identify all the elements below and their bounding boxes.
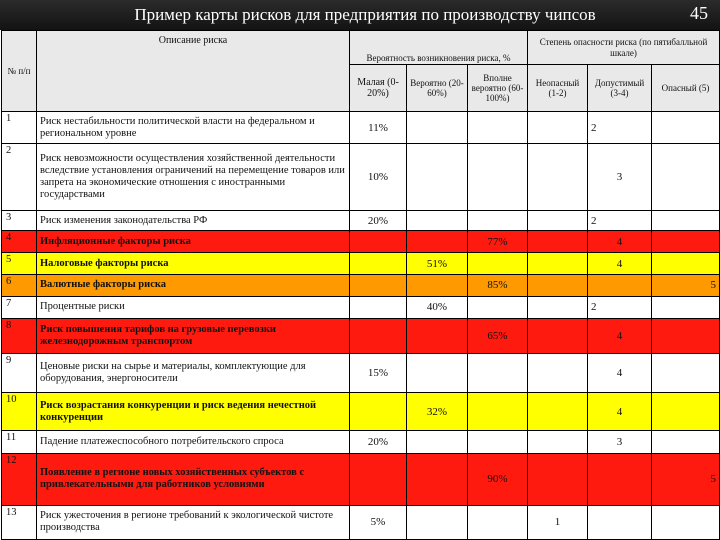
probability-value: 77% [468,231,528,253]
danger-value: 3 [588,430,652,453]
danger-value: 4 [588,318,652,353]
row-number: 2 [2,144,37,210]
probability-value: 32% [407,393,468,430]
header-danger-acceptable: Допустимый (3-4) [588,65,652,112]
row-number: 9 [2,353,37,392]
row-number: 10 [2,393,37,430]
row-description: Ценовые риски на сырье и материалы, комплектующие для оборудования, энергоносители [37,353,350,392]
danger-value: 4 [588,253,652,275]
danger-value: 5 [652,275,720,297]
row-description: Риск нестабильности политической власти на федеральном и региональном уровне [37,112,350,144]
probability-value: 90% [468,453,528,505]
row-description: Налоговые факторы риска [37,253,350,275]
danger-value: 4 [588,231,652,253]
row-number: 8 [2,318,37,353]
row-description: Риск ужесточения в регионе требований к экологической чистоте производства [37,505,350,539]
row-description: Риск невозможности осуществления хозяйственной деятельности вследствие установления ограничений на перемещение товаров или запрета на экономические отношения с иностранными государствами [37,144,350,210]
header-prob-high: Вполне вероятно (60-100%) [468,65,528,112]
row-number: 1 [2,112,37,144]
slide-title: Пример карты рисков для предприятия по производству чипсов [134,5,596,24]
row-description: Падение платежеспособного потребительского спроса [37,430,350,453]
header-danger-safe: Неопасный (1-2) [528,65,588,112]
table-row [2,231,720,253]
danger-value: 1 [528,505,588,539]
header-danger-dangerous: Опасный (5) [652,65,720,112]
table-row [2,144,720,210]
header-number: № п/п [2,31,37,112]
table-row [2,393,720,430]
row-description: Риск повышения тарифов на грузовые перевозки железнодорожным транспортом [37,318,350,353]
table-row [2,210,720,231]
row-description: Инфляционные факторы риска [37,231,350,253]
table-row [2,453,720,505]
table-row [2,353,720,392]
table-row [2,430,720,453]
table-row [2,275,720,297]
table-row [2,253,720,275]
probability-value: 85% [468,275,528,297]
header-probability: Вероятность возникновения риска, % [350,31,528,65]
danger-value: 5 [652,453,720,505]
probability-value: 15% [350,353,407,392]
table-row [2,318,720,353]
page-number: 45 [690,3,708,23]
danger-value: 2 [588,112,652,144]
probability-value: 20% [350,430,407,453]
probability-value: 20% [350,210,407,231]
risk-map-table [1,30,720,540]
danger-value: 2 [588,210,652,231]
row-number: 12 [2,453,37,505]
probability-value: 51% [407,253,468,275]
row-number: 7 [2,296,37,318]
slide-header [0,0,720,30]
row-number: 5 [2,253,37,275]
danger-value: 3 [588,144,652,210]
header-danger: Степень опасности риска (по пятибалльной шкале) [528,31,720,65]
header-prob-low: Малая (0-20%) [350,65,407,112]
danger-value: 4 [588,393,652,430]
probability-value: 5% [350,505,407,539]
probability-value: 65% [468,318,528,353]
row-description: Валютные факторы риска [37,275,350,297]
table-row [2,505,720,539]
row-description: Риск возрастания конкуренции и риск ведения нечестной конкуренции [37,393,350,430]
header-prob-mid: Вероятно (20-60%) [407,65,468,112]
row-number: 11 [2,430,37,453]
row-description: Процентные риски [37,296,350,318]
row-description: Появление в регионе новых хозяйственных субъектов с привлекательными для работников условиями [37,453,350,505]
row-description: Риск изменения законодательства РФ [37,210,350,231]
row-number: 3 [2,210,37,231]
row-number: 4 [2,231,37,253]
probability-value: 11% [350,112,407,144]
row-number: 6 [2,275,37,297]
danger-value: 4 [588,353,652,392]
danger-value: 2 [588,296,652,318]
table-row [2,296,720,318]
probability-value: 40% [407,296,468,318]
row-number: 13 [2,505,37,539]
header-description: Описание риска [37,31,350,112]
probability-value: 10% [350,144,407,210]
table-row [2,112,720,144]
